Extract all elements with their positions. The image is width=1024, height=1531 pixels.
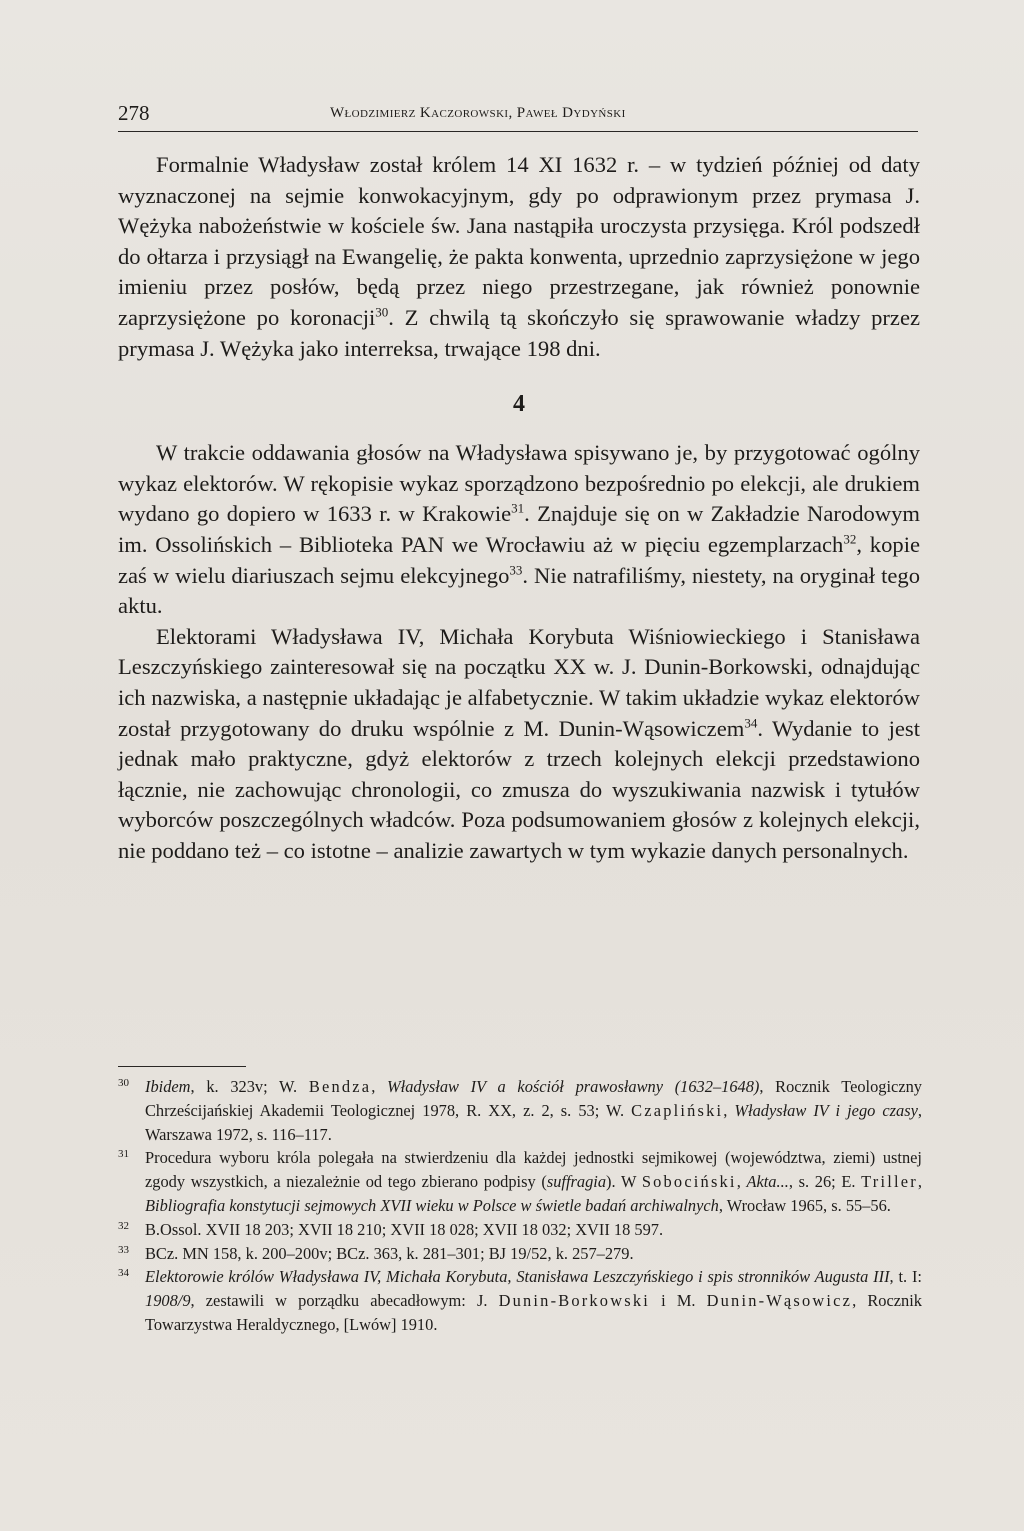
footnote-number: 33 [118,1243,129,1256]
citation-title: Elektorowie królów Władysława IV, Michała Korybuta, Stanisława Leszczyńskiego i spis stronników Augusta III [145,1267,890,1287]
citation-text: , k. 323v; W. [190,1077,309,1096]
citation-author: Dunin-Wąsowicz [706,1291,853,1311]
page-header [118,97,918,132]
footnote-text: BCz. MN 158, k. 200–200v; BCz. 363, k. 281–301; BJ 19/52, k. 257–279. [145,1243,634,1263]
section-number: 4 [513,391,525,418]
footnote-number: 34 [118,1267,129,1280]
paragraph-3-text-end: . Wydanie to jest jednak mało praktyczne, gdyż elektorów z trzech kolejnych elekcji przedstawiono łącznie, nie zachowując chronologii, co zmusza do wyszukiwania nazwisk i tytułów wyborców poszczególnych władców. Poza podsumowaniem głosów z kolejnych elekcji, nie poddano też – co istotne – analizie zawartych w tym wykazie danych personalnych. [118,715,920,863]
paragraph-2-text-c: , kopie zaś w wielu diariuszach sejmu elekcyjnego [118,531,920,588]
citation-author: Czapliński [631,1100,724,1120]
citation-title: Akta... [746,1172,789,1192]
page-number: 278 [118,101,150,125]
citation-text: , [371,1077,388,1096]
paragraph-2-text: W trakcie oddawania głosów na Władysława spisywano je, by przygotować ogólny wykaz elektorów. W rękopisie wykaz sporządzono bezpośrednio po elekcji, ale drukiem wydano go dopiero w 1633 r. w Krakowie [118,440,920,527]
citation-text: , Warszawa 1972, s. 116–117. [145,1100,922,1144]
footnote-ref-33: 33 [509,562,523,577]
footnote-33 [118,1242,922,1266]
main-text [118,150,920,866]
citation-text: , [917,1172,922,1192]
footnote-32 [118,1218,922,1242]
citation-text: , Rocznik Towarzystwa Heraldycznego, [Lwów] 1910. [145,1291,922,1334]
paragraph-1 [118,150,920,364]
footnote-ref-30: 30 [375,304,389,320]
footnote-number: 30 [118,1077,129,1089]
citation-text: ). W [606,1172,642,1192]
citation-title: 1908/9 [145,1291,191,1311]
citation-text: , [723,1100,735,1120]
footnote-divider [118,1066,246,1067]
citation-title: suffragia [546,1172,607,1192]
footnote-number: 31 [118,1148,129,1161]
paragraph-2 [118,438,920,622]
footnotes [118,1075,922,1337]
paragraph-2-text-d: . Nie natrafiliśmy, niestety, na oryginał tego aktu. [118,562,920,619]
footnote-34 [118,1265,922,1336]
footnote-text: B.Ossol. XVII 18 203; XVII 18 210; XVII 18 028; XVII 18 032; XVII 18 597. [145,1219,664,1239]
paragraph-1-text: Formalnie Władysław został królem 14 XI 1632 r. – w tydzień później od daty wyznaczonej na sejmie konwokacyjnym, gdy po odprawionym przez prymasa J. Wężyka nabożeństwie w kościele św. Jana nastąpiła uroczysta przysięga. Król podszedł do ołtarza i przysiągł na Ewangelię, że pakta konwenta, uprzednio zaprzysiężone w jego imieniu przez posłów, będą przez niego przestrzegane, jak również ponownie zaprzysiężone po koronacji [118,152,920,330]
citation-author: Bendza [308,1077,372,1096]
paragraph-3 [118,622,920,867]
citation-text: , Wrocław 1965, s. 55–56. [718,1195,891,1215]
citation-title: Ibidem [145,1077,191,1096]
footnote-31 [118,1146,922,1217]
citation-text: , [736,1172,747,1192]
citation-text: i M. [649,1291,707,1311]
footnote-text [145,1146,922,1217]
footnote-ref-31: 31 [511,500,525,516]
citation-title: Władysław IV i jego czasy [734,1100,918,1120]
footnote-30 [118,1075,922,1146]
citation-text: , zestawili w porządku abecadłowym: J. [190,1291,499,1311]
citation-text: Procedura wyboru króla polegała na stwierdzeniu dla każdej jednostki sejmikowej (województwa, ziemi) ustnej zgody wszystkich, a niezależnie od tego zbierano podpisy ( [145,1148,922,1192]
citation-author: Triller [861,1172,918,1192]
paragraph-2-text-b: . Znajduje się on w Zakładzie Narodowym im. Ossolińskich – Biblioteka PAN we Wrocławiu aż w pięciu egzemplarzach [118,501,920,557]
citation-title: Bibliografia konstytucji sejmowych XVII wieku w Polsce w świetle badań archiwalnych [145,1195,719,1215]
citation-author: Dunin-Borkowski [498,1291,650,1311]
citation-text: , t. I: [889,1267,922,1287]
citation-author: Sobociński [641,1172,737,1192]
paragraph-1-text-end: . Z chwilą tą skończyło się sprawowanie władzy przez prymasa J. Wężyka jako interreksa, trwające 198 dni. [118,304,920,361]
citation-text: , s. 26; E. [788,1172,862,1192]
running-head-authors: Włodzimierz Kaczorowski, Paweł Dydyński [330,105,626,121]
citation-text: , Rocznik Teologiczny Chrześcijańskiej Akademii Teologicznej 1978, R. XX, z. 2, s. 53; W. [145,1077,922,1120]
footnote-ref-32: 32 [843,531,857,547]
footnote-ref-34: 34 [744,714,758,730]
footnote-number: 32 [118,1219,129,1232]
footnote-text [145,1075,922,1146]
citation-title: Władysław IV a kościół prawosławny (1632–1648) [387,1077,760,1096]
paragraph-3-text: Elektorami Władysława IV, Michała Korybuta Wiśniowieckiego i Stanisława Leszczyńskiego zainteresował się na początku XX w. J. Dunin-Borkowski, odnajdując ich nazwiska, a następnie układając je alfabetycznie. W takim układzie wykaz elektorów został przygotowany do druku wspólnie z M. Dunin-Wąsowiczem [118,623,920,741]
footnote-text [145,1265,922,1336]
